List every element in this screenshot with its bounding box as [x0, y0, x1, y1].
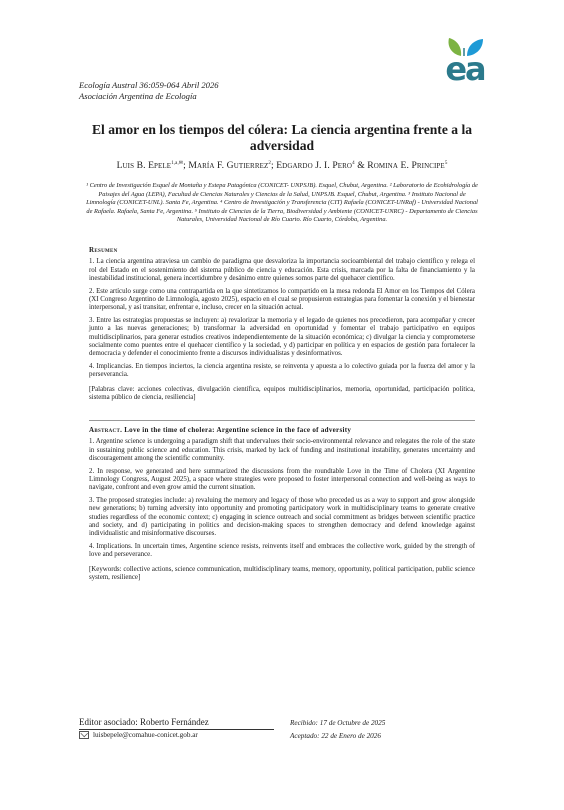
resumen-paragraph: 4. Implicancias. En tiempos inciertos, la ciencia argentina resiste, se reinventa y apuesta a lo colectivo guiada por la fuerza del amor y la perseverancia. — [89, 362, 475, 379]
journal-citation — [79, 80, 219, 101]
author-affiliation-mark: 5 — [444, 161, 448, 166]
email-address[interactable]: luisbepele@comahue-conicet.gob.ar — [93, 731, 198, 739]
abstract-section — [89, 426, 475, 587]
journal-publisher: Asociación Argentina de Ecología — [79, 90, 197, 101]
author-name: Romina E. Principe — [367, 160, 445, 172]
abstract-paragraph: 4. Implications. In uncertain times, Argentine science resists, reinvents itself and embraces the collective work, guided by the strength of love and perseverance. — [89, 542, 475, 559]
resumen-paragraph: 2. Este artículo surge como una contrapartida en la que sintetizamos lo compartido en la mesa redonda El Amor en los Tiempos del Cólera (XI Congreso Argentino de Limnología, agosto 2025), espacio en el cual se propusieron estrategias para fomentar la conexión y el bienestar interpersonal, y así transitar, enfrentar e, incluso, crecer en la situación actual. — [89, 287, 475, 312]
mail-icon — [79, 731, 89, 739]
resumen-paragraph: 3. Entre las estrategias propuestas se incluyen: a) revalorizar la memoria y el legado de quienes nos precedieron, para acompañar y crecer junto a las nuevas generaciones; b) transformar la adversidad en oportunidad y fomentar el trabajo participativo en equipos multidisciplinarios, para generar estudios creativos independientemente de la situación económica; c) divulgar la ciencia y comprometerse socialmente como puentes entre el quehacer científico y la sociedad, y d) participar en política y en espacios de gestión para fortalecer la democracia y defender el conocimiento frente a discursos individualistas y desinformativos. — [89, 316, 475, 358]
abstract-paragraph: 3. The proposed strategies include: a) revaluing the memory and legacy of those who preceded us as a way to support and grow alongside new generations; b) turning adversity into opportunity and promoting participatory work in multidisciplinary teams to generate creative studies regardless of the economic context; c) engaging in science outreach and social commitment as bridges between scientific practice and society, and d) participating in politics and decision-making spaces to strengthen democracy and defend knowledge against individualistic and misinformative discourses. — [89, 496, 475, 538]
submission-dates — [290, 717, 385, 742]
article-title: El amor en los tiempos del cólera: La ciencia argentina frente a la adversidad — [91, 122, 473, 153]
author-affiliation-mark: 4 — [352, 161, 355, 166]
accepted-date: Aceptado: 22 de Enero de 2026 — [290, 731, 381, 740]
author-name: María F. Gutierrez — [188, 160, 269, 172]
journal-issue: Ecología Austral 36:059-064 Abril 2026 — [79, 80, 219, 90]
abstract-subtitle: Love in the time of cholera: Argentine science in the face of adversity — [124, 426, 352, 434]
author-affiliation-mark: 1,a,✉ — [171, 161, 184, 166]
section-divider — [89, 420, 475, 421]
author-affiliation-mark: 2 — [268, 161, 271, 166]
resumen-section — [89, 246, 475, 407]
journal-logo — [437, 36, 493, 88]
abstract-label: Abstract. — [89, 426, 123, 434]
author-name: Edgardo J. I. Pero — [276, 160, 353, 172]
abstract-heading — [89, 426, 475, 434]
corresponding-email[interactable] — [79, 731, 198, 739]
footer-rule — [79, 729, 274, 730]
author-separator: ; — [183, 160, 189, 172]
abstract-paragraph: 2. In response, we generated and here summarized the discussions from the roundtable Love in the Time of Cholera (XI Argentine Limnology Congress, August 2025), a space where strategies were proposed to foster interpersonal connection and well-being as ways to navigate, confront and even grow amid the current situation. — [89, 467, 475, 492]
logo-wordmark: ea — [445, 50, 485, 88]
author-separator: ; — [270, 160, 277, 172]
resumen-keywords: [Palabras clave: acciones colectivas, divulgación científica, equipos multidisciplinarios, memoria, oportunidad, participación política, sistema público de ciencia, resiliencia] — [89, 385, 475, 402]
author-list — [78, 160, 486, 171]
associate-editor: Editor asociado: Roberto Fernández — [79, 717, 209, 727]
received-date: Recibido: 17 de Octubre de 2025 — [290, 719, 386, 727]
abstract-keywords: [Keywords: collective actions, science communication, multidisciplinary teams, memory, opportunity, political participation, public science system, resilience] — [89, 565, 475, 582]
author-name: Luis B. Epele — [116, 160, 172, 172]
resumen-heading: Resumen — [89, 246, 118, 254]
author-separator: & — [354, 160, 368, 172]
resumen-paragraph: 1. La ciencia argentina atraviesa un cambio de paradigma que desvaloriza la importancia socioambiental del trabajo científico y relega el rol del Estado en el sostenimiento del sistema público de ciencia y educación. Esta crisis, marcada por la falta de financiamiento y la inestabilidad institucional, genera incertidumbre y desánimo entre quienes somos parte del quehacer científico. — [89, 258, 475, 283]
affiliations: ¹ Centro de Investigación Esquel de Montaña y Estepa Patagónica (CONICET- UNPSJB). Esquel, Chubut, Argentina. ² Laboratorio de Ecohidrología de Paisajes del Agua (LEPA), Facultad de Ciencias Naturales y Ciencias de la Salud, UNPSJB. Esquel, Chubut, Argentina. ³ Instituto Nacional de Limnología (CONICET-UNL). Santa Fe, Argentina. ⁴ Centro de Investigación y Transferencia (CIT) Rafaela (CONICET-UNRaf) - Universidad Nacional de Rafaela. Rafaela, Santa Fe, Argentina. ⁵ Instituto de Ciencias de la Tierra, Biodiversidad y Ambiente (CONICET-UNRC) - Departamento de Ciencias Naturales, Universidad Nacional de Río Cuarto. Río Cuarto, Córdoba, Argentina. — [86, 182, 478, 224]
abstract-paragraph: 1. Argentine science is undergoing a paradigm shift that undervalues their socio-environmental relevance and relegates the role of the state in sustaining public science and education. This crisis, marked by lack of funding and institutional instability, generates uncertainty and discouragement among the scientific community. — [89, 438, 475, 463]
